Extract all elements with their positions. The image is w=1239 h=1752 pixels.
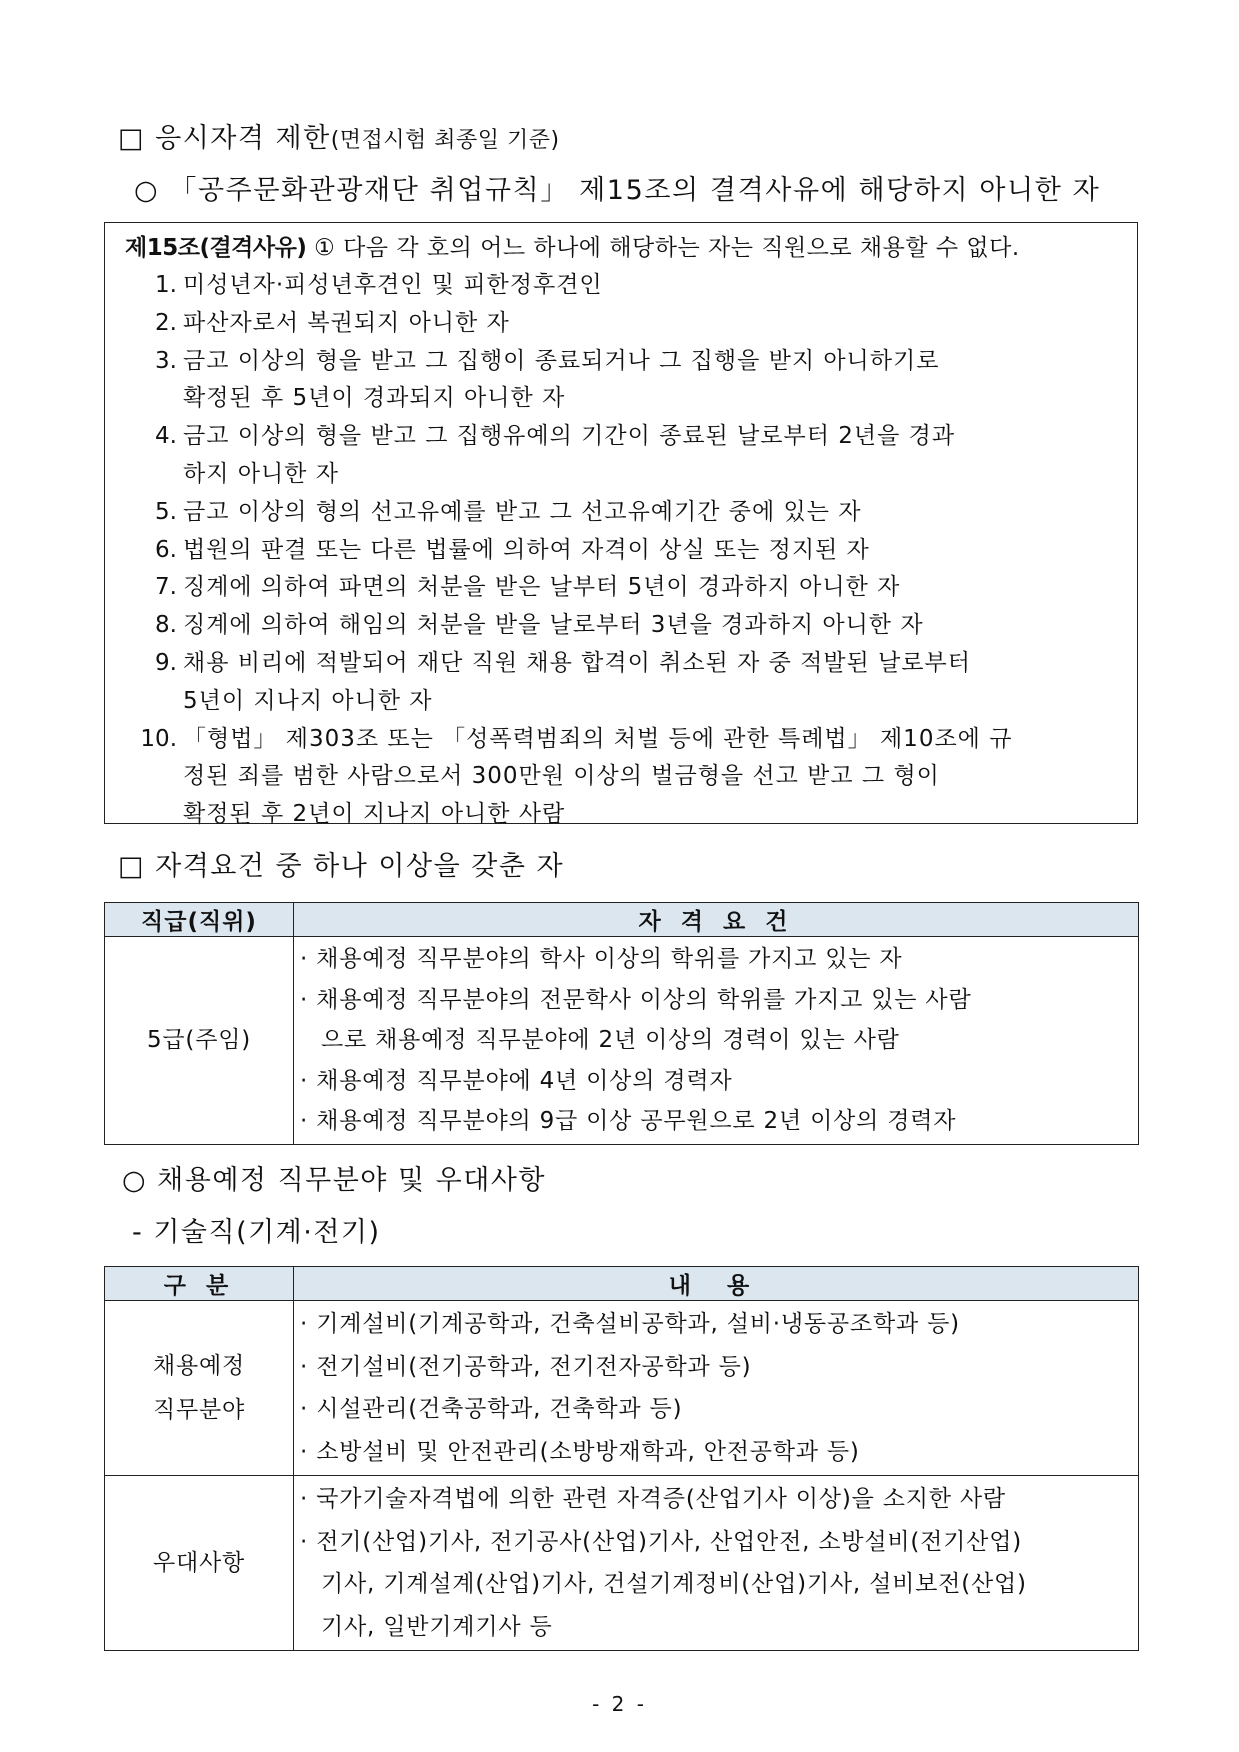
- item-number: 10.: [140, 725, 177, 752]
- regulation-item: [149, 607, 1119, 645]
- table-header-row: [105, 1267, 1139, 1301]
- section-heading-qualifications: [118, 844, 564, 883]
- item-line: 금고 이상의 형의 선고유예를 받고 그 선고유예기간 중에 있는 자: [183, 498, 862, 525]
- content-item: · 전기설비(전기공학과, 전기전자공학과 등): [300, 1353, 752, 1380]
- sub-heading-disqualification: [134, 168, 1100, 207]
- section-title: 응시자격 제한: [155, 123, 331, 154]
- checkbox-square-icon: □: [118, 851, 146, 882]
- regulation-item: [149, 532, 1119, 570]
- item-line: 징계에 의하여 해임의 처분을 받을 날로부터 3년을 경과하지 아니한 자: [183, 612, 924, 639]
- circle-bullet-icon: ○: [122, 1165, 148, 1196]
- content-item: · 국가기술자격법에 의한 관련 자격증(산업기사 이상)을 소지한 사람: [300, 1486, 1006, 1512]
- item-line: 확정된 후 2년이 지나지 아니한 사람: [183, 801, 566, 828]
- item-line: 정된 죄를 범한 사람으로서 300만원 이상의 벌금형을 선고 받고 그 형이: [183, 763, 940, 790]
- item-line: 미성년자·피성년후견인 및 피한정후견인: [183, 272, 603, 298]
- sub-heading-text: - 기술직(기계·전기): [132, 1217, 381, 1248]
- requirement-line: · 채용예정 직무분야의 전문학사 이상의 학위를 가지고 있는 사람: [300, 986, 972, 1013]
- item-line: 5년이 지나지 아니한 자: [183, 687, 433, 714]
- item-number: 3.: [155, 347, 177, 374]
- requirements-cell: [294, 937, 1139, 1145]
- category-label: 우대사항: [152, 1550, 246, 1576]
- requirement-item: [300, 939, 1132, 980]
- sub-heading-technical: [132, 1210, 381, 1249]
- item-line: 법원의 판결 또는 다른 법률에 의하여 자격이 상실 또는 정지된 자: [183, 536, 870, 563]
- section-title-note: (면접시험 최종일 기준): [330, 128, 560, 153]
- category-label: 채용예정: [152, 1353, 246, 1379]
- sub-heading-text: 채용예정 직무분야 및 우대사항: [157, 1165, 546, 1196]
- section-heading-restrictions: [118, 116, 560, 155]
- item-line: 채용 비리에 적발되어 재단 직원 채용 합격이 취소된 자 중 적발된 날로부터: [183, 649, 971, 676]
- item-line: 하지 아니한 자: [183, 460, 339, 487]
- regulation-intro: ① 다음 각 호의 어느 하나에 해당하는 자는 직원으로 채용할 수 없다.: [306, 235, 1020, 261]
- requirement-line: · 채용예정 직무분야의 학사 이상의 학위를 가지고 있는 자: [300, 946, 903, 972]
- content-cell: [294, 1301, 1139, 1476]
- item-number: 5.: [155, 498, 177, 525]
- requirement-item: [300, 1061, 1132, 1102]
- requirement-line: 으로 채용예정 직무분야에 2년 이상의 경력이 있는 사람: [321, 1027, 900, 1053]
- regulation-item: [149, 494, 1119, 532]
- regulation-article: 제15조(결격사유): [125, 235, 307, 261]
- item-line: 확정된 후 5년이 경과되지 아니한 자: [183, 385, 566, 412]
- circle-bullet-icon: ○: [134, 175, 160, 206]
- category-label: 직무분야: [152, 1397, 246, 1423]
- item-line: 「형법」 제303조 또는 「성폭력범죄의 처벌 등에 관한 특례법」 제10조에 규: [183, 725, 1013, 752]
- item-line: 징계에 의하여 파면의 처분을 받은 날부터 5년이 경과하지 아니한 자: [183, 574, 901, 601]
- requirement-line: · 채용예정 직무분야에 4년 이상의 경력자: [300, 1067, 733, 1094]
- item-line: 파산자로서 복권되지 아니한 자: [183, 309, 510, 336]
- requirement-line: · 채용예정 직무분야의 9급 이상 공무원으로 2년 이상의 경력자: [300, 1108, 957, 1134]
- section-title: 자격요건 중 하나 이상을 갖춘 자: [155, 851, 565, 882]
- regulation-item: [149, 343, 1119, 419]
- table-row: [105, 1476, 1139, 1651]
- qualification-table: [104, 902, 1139, 1145]
- regulation-box: [104, 222, 1138, 828]
- header-content: 내 용: [294, 1267, 1139, 1301]
- page-number: - 2 -: [592, 1692, 647, 1716]
- content-item: · 시설관리(건축공학과, 건축학과 등): [300, 1396, 683, 1422]
- header-grade: 직급(직위): [105, 903, 294, 937]
- regulation-item: [140, 721, 1119, 834]
- category-cell: [105, 1476, 294, 1651]
- regulation-item: [149, 267, 1119, 305]
- content-item: · 소방설비 및 안전관리(소방방재학과, 안전공학과 등): [300, 1438, 860, 1465]
- content-cell: [294, 1476, 1139, 1651]
- category-cell: [105, 1301, 294, 1476]
- item-number: 4.: [155, 423, 177, 450]
- sub-heading-text: 「공주문화관광재단 취업규칙」 제15조의 결격사유에 해당하지 아니한 자: [169, 175, 1101, 206]
- item-number: 6.: [155, 536, 177, 563]
- table-row: [105, 1301, 1139, 1476]
- item-number: 8.: [155, 612, 177, 639]
- content-item: · 전기(산업)기사, 전기공사(산업)기사, 산업안전, 소방설비(전기산업): [300, 1528, 1022, 1555]
- item-number: 1.: [155, 272, 177, 298]
- regulation-heading: [125, 229, 1020, 262]
- header-category: 구 분: [105, 1267, 294, 1301]
- regulation-list: [140, 267, 1119, 834]
- regulation-item: [149, 305, 1119, 343]
- requirement-item: [300, 980, 1132, 1061]
- regulation-item: [149, 645, 1119, 721]
- regulation-item: [149, 569, 1119, 607]
- item-number: 9.: [155, 649, 177, 676]
- content-item: 기사, 일반기계기사 등: [321, 1613, 553, 1640]
- item-number: 7.: [155, 574, 177, 601]
- table-header-row: [105, 903, 1139, 937]
- sub-heading-fields: [122, 1158, 546, 1197]
- field-table: [104, 1266, 1139, 1651]
- header-requirements: 자 격 요 건: [294, 903, 1139, 937]
- item-line: 금고 이상의 형을 받고 그 집행이 종료되거나 그 집행을 받지 아니하기로: [183, 347, 940, 374]
- checkbox-square-icon: □: [118, 123, 146, 154]
- table-row: [105, 937, 1139, 1145]
- regulation-item: [149, 418, 1119, 494]
- item-number: 2.: [155, 309, 177, 336]
- grade-cell: 5급(주임): [105, 937, 294, 1145]
- content-item: · 기계설비(기계공학과, 건축설비공학과, 설비·냉동공조학과 등): [300, 1311, 960, 1337]
- requirement-item: [300, 1101, 1132, 1142]
- content-item: 기사, 기계설계(산업)기사, 건설기계정비(산업)기사, 설비보전(산업): [321, 1571, 1027, 1597]
- item-line: 금고 이상의 형을 받고 그 집행유예의 기간이 종료된 날로부터 2년을 경과: [183, 423, 956, 450]
